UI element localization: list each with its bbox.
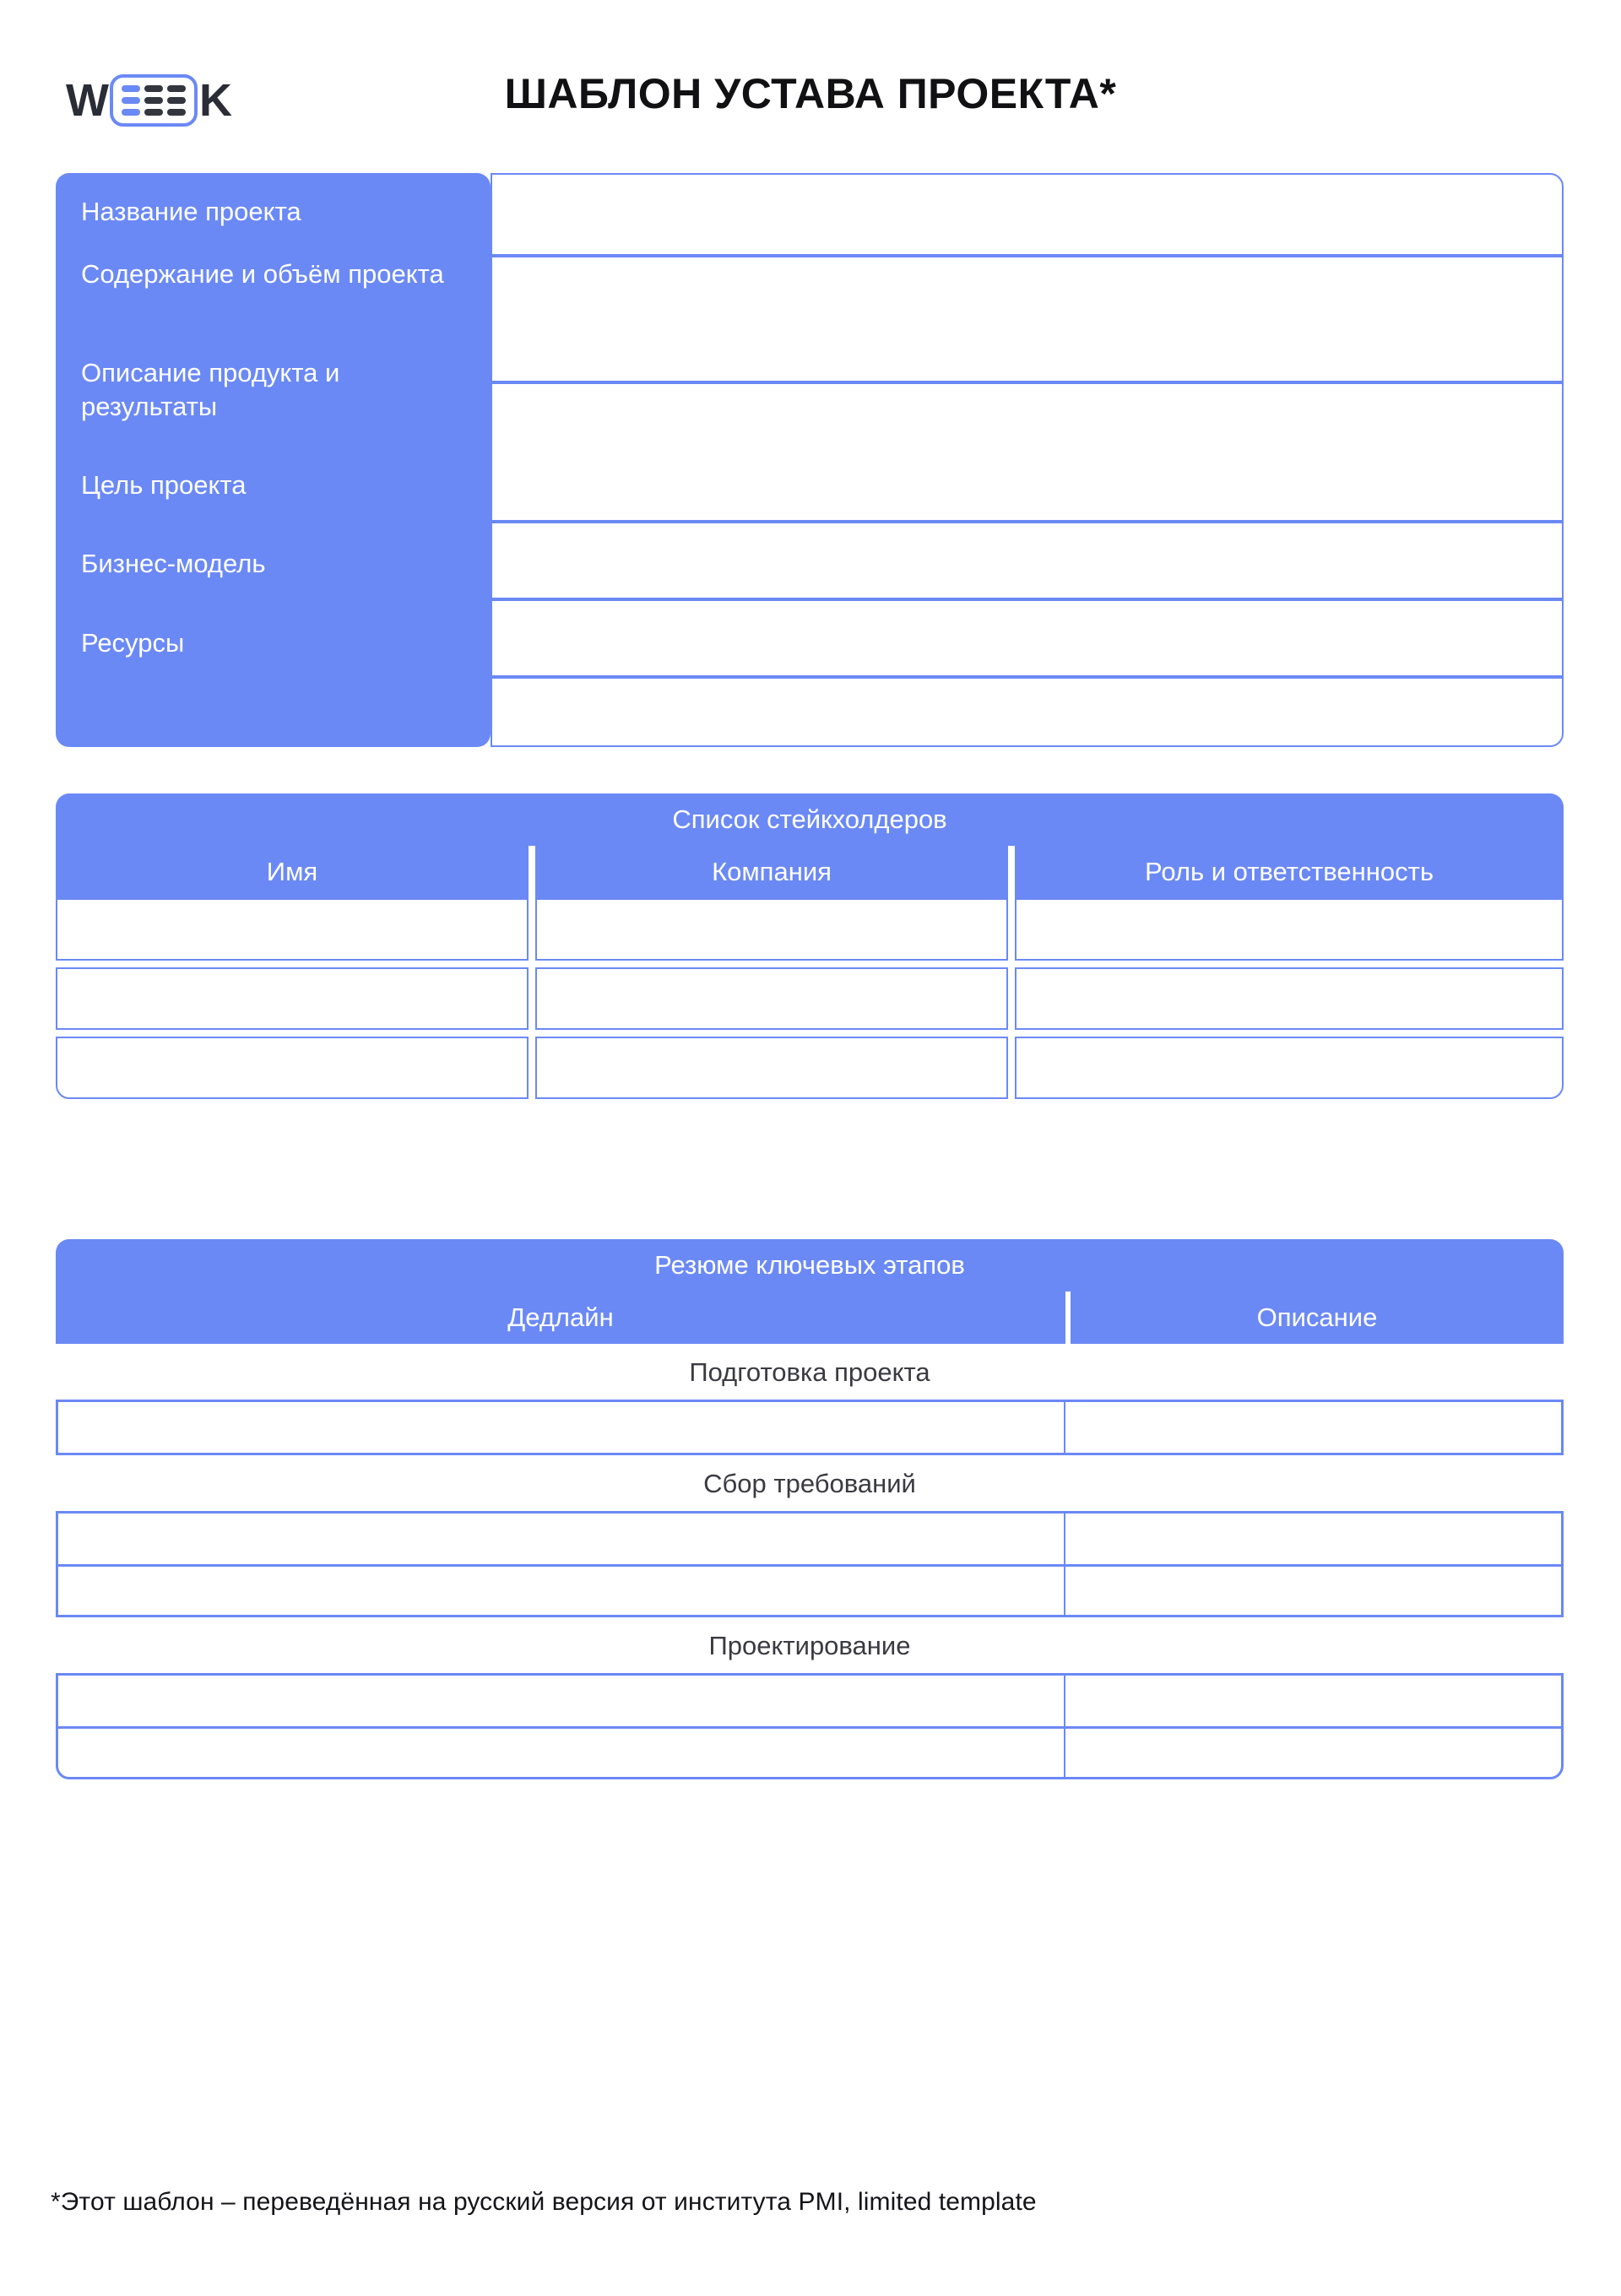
charter-label-2: Описание продукта и результаты: [81, 358, 340, 421]
charter-label-0: Название проекта: [81, 197, 301, 226]
milestone-deadline-cell[interactable]: [58, 1729, 1065, 1777]
milestone-description-cell[interactable]: [1065, 1729, 1561, 1777]
charter-value-4[interactable]: [491, 599, 1564, 677]
milestone-description-cell[interactable]: [1065, 1514, 1561, 1564]
stakeholder-name-cell[interactable]: [56, 898, 529, 961]
table-row: [56, 1037, 1564, 1099]
stakeholder-company-cell[interactable]: [535, 1037, 1008, 1099]
stakeholders-header-row: [56, 846, 1564, 898]
stakeholder-company-cell[interactable]: [535, 967, 1008, 1030]
stakeholder-role-cell[interactable]: [1015, 1037, 1564, 1099]
milestone-deadline-cell[interactable]: [58, 1514, 1065, 1564]
milestone-deadline-cell[interactable]: [58, 1402, 1065, 1453]
table-row: [58, 1726, 1561, 1777]
stakeholder-role-cell[interactable]: [1015, 898, 1564, 961]
charter-value-column: [491, 173, 1564, 747]
charter-label-1: Содержание и объём проекта: [81, 259, 444, 289]
milestone-group-box-0: [56, 1400, 1564, 1455]
charter-label-4: Бизнес-модель: [81, 549, 266, 578]
page-title: ШАБЛОН УСТАВА ПРОЕКТА*: [504, 70, 1117, 117]
stakeholders-col-role: Роль и ответственность: [1015, 846, 1564, 898]
milestone-description-cell[interactable]: [1065, 1402, 1561, 1453]
milestone-deadline-cell[interactable]: [58, 1567, 1065, 1615]
table-row: [58, 1402, 1561, 1453]
stakeholders-body: [56, 898, 1564, 1099]
milestones-col-deadline: Дедлайн: [56, 1292, 1065, 1344]
milestones-header-row: [56, 1292, 1564, 1344]
stakeholder-company-cell[interactable]: [535, 898, 1008, 961]
footnote: *Этот шаблон – переведённая на русский версия от института PMI, limited template: [51, 2188, 1037, 2216]
charter-label-column: [56, 173, 491, 747]
stakeholder-role-cell[interactable]: [1015, 967, 1564, 1030]
stakeholders-table: [56, 793, 1564, 1099]
charter-value-3[interactable]: [491, 522, 1564, 599]
charter-value-2[interactable]: [491, 382, 1564, 522]
page-header: [0, 0, 1621, 156]
milestone-description-cell[interactable]: [1065, 1567, 1561, 1615]
charter-value-0[interactable]: [491, 173, 1564, 256]
milestone-group-box-2: [56, 1673, 1564, 1779]
logo-letter-w: W: [66, 75, 108, 126]
stakeholder-name-cell[interactable]: [56, 967, 529, 1030]
milestones-table: [56, 1239, 1564, 1779]
logo-letter-k: K: [198, 75, 231, 126]
table-row: [56, 967, 1564, 1030]
milestone-group-title-1: Сбор требований: [703, 1469, 916, 1498]
charter-label-5: Ресурсы: [81, 628, 185, 658]
milestone-group-title-2: Проектирование: [708, 1631, 911, 1660]
table-row: [56, 898, 1564, 961]
table-row: [58, 1514, 1561, 1564]
milestone-deadline-cell[interactable]: [58, 1676, 1065, 1726]
charter-value-5[interactable]: [491, 677, 1564, 747]
stakeholders-title: Список стейкхолдеров: [56, 793, 1564, 846]
stakeholder-name-cell[interactable]: [56, 1037, 529, 1099]
milestones-col-description: Описание: [1071, 1292, 1564, 1344]
stakeholders-col-company: Компания: [535, 846, 1008, 898]
milestones-title: Резюме ключевых этапов: [56, 1239, 1564, 1292]
project-charter-table: [56, 173, 1564, 747]
table-row: [58, 1564, 1561, 1615]
milestone-group-box-1: [56, 1511, 1564, 1617]
milestone-group-title-0: Подготовка проекта: [689, 1357, 930, 1387]
table-row: [58, 1676, 1561, 1726]
charter-value-1[interactable]: [491, 256, 1564, 382]
charter-label-3: Цель проекта: [81, 470, 247, 500]
stakeholders-col-name: Имя: [56, 846, 529, 898]
milestone-description-cell[interactable]: [1065, 1676, 1561, 1726]
